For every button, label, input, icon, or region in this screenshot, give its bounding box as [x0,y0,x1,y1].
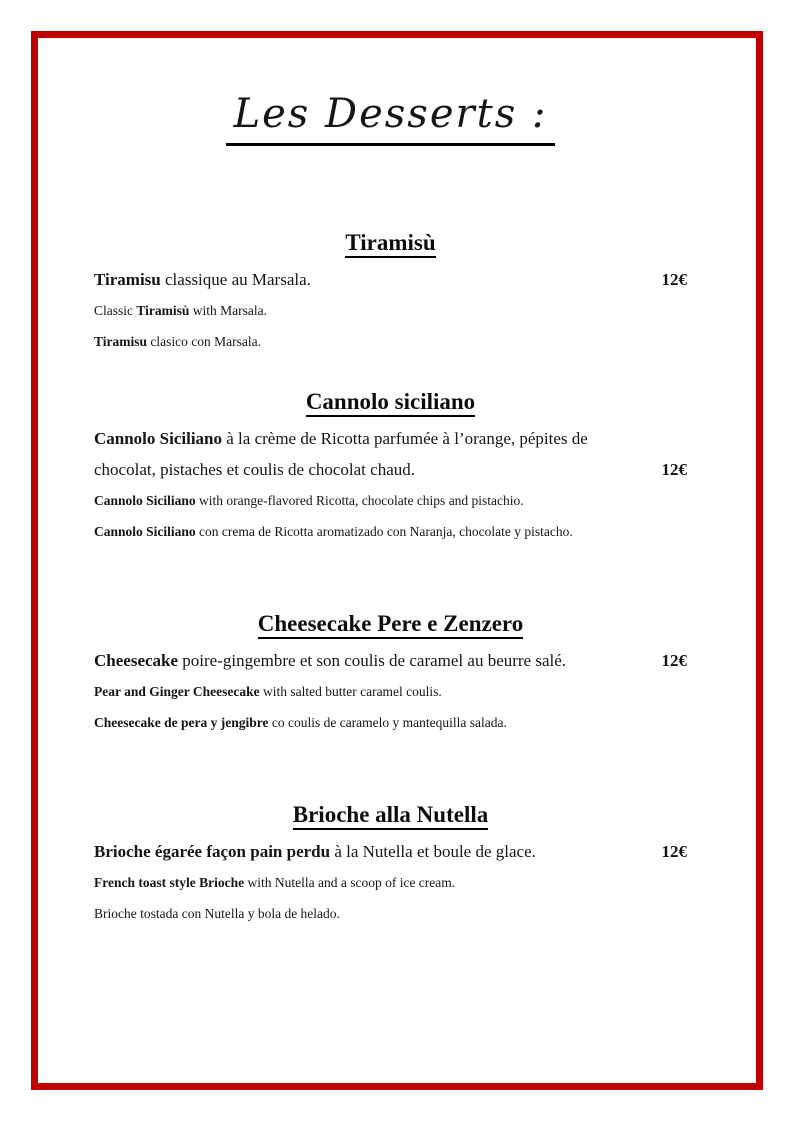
section-heading [94,228,687,258]
menu-content [94,38,687,929]
dish-price: 12€ [661,651,687,670]
translation-segment: Pear and Ginger Cheesecake [94,684,260,699]
dish-name: Cannolo Siciliano [94,429,223,448]
dish-translation-en [94,295,687,326]
dish-description-text: à la Nutella et boule de glace. [330,842,536,861]
dish-price: 12€ [661,270,687,289]
translation-segment: Classic [94,303,137,318]
dish-translation-en [94,867,687,898]
translation-segment: clasico con Marsala. [147,334,261,349]
dish-description-fr [94,264,642,295]
dish-description-fr [94,836,642,867]
dish-description-fr [94,645,642,676]
translation-segment: with orange-flavored Ricotta, chocolate chips and pistachio. [195,493,524,508]
dish-name: Brioche égarée façon pain perdu [94,842,331,861]
section-heading-text: Cannolo siciliano [306,389,475,417]
translation-segment: with salted butter caramel coulis. [259,684,442,699]
dish-description-text: poire-gingembre et son coulis de caramel au beurre salé. [178,651,567,670]
section-heading [94,800,687,830]
menu-section [94,228,687,357]
translation-segment: with Marsala. [189,303,267,318]
translation-segment: Cannolo Siciliano [94,493,196,508]
dish-description-fr [94,423,642,485]
page-title-text: Les Desserts : [226,90,556,146]
dish-name: Tiramisu [94,270,161,289]
section-heading-text: Brioche alla Nutella [293,802,488,830]
translation-segment: Brioche tostada con Nutella y bola de helado. [94,906,340,921]
dish-translation-es [94,516,687,547]
section-heading [94,609,687,639]
menu-section [94,800,687,929]
section-heading-text: Tiramisù [345,230,435,258]
dish-line [94,836,687,867]
dish-translation-es [94,898,687,929]
dish-translation-en [94,485,687,516]
menu-sections [94,228,687,929]
translation-segment: co coulis de caramelo y mantequilla salada. [268,715,507,730]
menu-section [94,609,687,738]
translation-segment: Cannolo Siciliano [94,524,196,539]
menu-section [94,387,687,547]
dish-description-text: classique au Marsala. [160,270,311,289]
translation-segment: Cheesecake de pera y jengibre [94,715,269,730]
translation-segment: Tiramisù [136,303,190,318]
dish-price: 12€ [661,842,687,861]
page-title [94,90,687,146]
dish-line [94,264,687,295]
translation-segment: with Nutella and a scoop of ice cream. [244,875,456,890]
section-heading-text: Cheesecake Pere e Zenzero [258,611,523,639]
dish-description-text: à la crème de Ricotta parfumée à l’orange, pépites de chocolat, pistaches et coulis de chocolat chaud. [94,429,588,479]
translation-segment: French toast style Brioche [94,875,245,890]
dish-line [94,423,687,485]
translation-segment: Tiramisu [94,334,148,349]
dish-line [94,645,687,676]
dish-translation-es [94,707,687,738]
dish-price: 12€ [661,460,687,479]
section-heading [94,387,687,417]
dish-translation-es [94,326,687,357]
dish-name: Cheesecake [94,651,179,670]
dish-translation-en [94,676,687,707]
translation-segment: con crema de Ricotta aromatizado con Naranja, chocolate y pistacho. [195,524,573,539]
